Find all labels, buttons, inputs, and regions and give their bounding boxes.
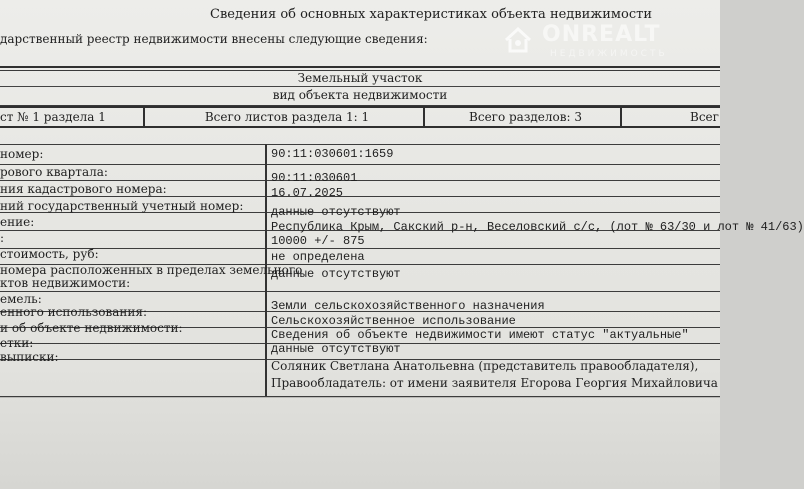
object-type: Земельный участок [297, 71, 423, 85]
row-label: номера расположенных в пределах земельного [0, 263, 303, 277]
row-value-continued: Правообладатель: от имени заявителя Егорова Георгия Михайловича [271, 376, 718, 390]
row-label: и об объекте недвижимости: [0, 321, 183, 335]
row-value: данные отсутствуют [271, 342, 401, 356]
sheet-number: ст № 1 раздела 1 [0, 110, 106, 124]
document-title: Сведения об основных характеристиках объекта недвижимости [210, 7, 652, 22]
row-value: 10000 +/- 875 [271, 234, 365, 248]
row-value: Республика Крым, Сакский р-н, Веселовский с/с, (лот № 63/30 и лот № 41/63) [271, 220, 804, 234]
sheet-info-row [0, 106, 720, 128]
document-subtitle: дарственный реестр недвижимости внесены следующие сведения: [0, 32, 428, 46]
row-label: ний государственный учетный номер: [0, 199, 244, 213]
row-label: ение: [0, 215, 35, 229]
row-label: стоимость, руб: [0, 247, 99, 261]
row-line [0, 164, 720, 165]
row-value: данные отсутствуют [271, 205, 401, 219]
row-line [0, 144, 720, 145]
row-label: ния кадастрового номера: [0, 182, 167, 196]
row-line [0, 180, 720, 181]
onrealt-watermark [500, 21, 715, 65]
row-label-continued: ктов недвижимости: [0, 276, 131, 290]
object-header-separator [0, 86, 720, 87]
row-label: номер: [0, 147, 44, 161]
row-value: не определена [271, 250, 365, 264]
row-label: рового квартала: [0, 165, 108, 179]
bottom-table-edge [0, 397, 720, 398]
row-value: Сельскохозяйственное использование [271, 314, 516, 328]
object-kind-label: вид объекта недвижимости [272, 88, 448, 102]
row-value: Сведения об объекте недвижимости имеют статус "актуальные" [271, 328, 689, 342]
row-label: енного использования: [0, 305, 148, 319]
row-label: етки: [0, 336, 34, 350]
row-label: емель: [0, 292, 42, 306]
total-sheets: Всего листов раздела 1: 1 [143, 108, 423, 126]
partial-total: Всег [620, 108, 720, 126]
watermark-text: ONREALT [542, 22, 661, 47]
row-value: 90:11:030601:1659 [271, 147, 394, 161]
table-top-border [0, 66, 720, 68]
row-line [0, 291, 720, 292]
row-line [0, 196, 720, 197]
row-value: Соляник Светлана Анатольевна (представитель правообладателя), [271, 359, 699, 373]
row-value: 90:11:030601 [271, 171, 358, 185]
row-line [0, 248, 720, 249]
house-logo-icon [500, 21, 536, 57]
total-sections: Всего разделов: 3 [423, 108, 620, 126]
row-value: Земли сельскохозяйственного назначения [271, 299, 545, 313]
row-value: 16.07.2025 [271, 186, 344, 200]
row-label: : [0, 231, 5, 245]
row-value: данные отсутствуют [271, 267, 401, 281]
row-label: выписки: [0, 350, 59, 364]
watermark-subtext: НЕДВИЖИМОСТЬ [550, 49, 668, 59]
